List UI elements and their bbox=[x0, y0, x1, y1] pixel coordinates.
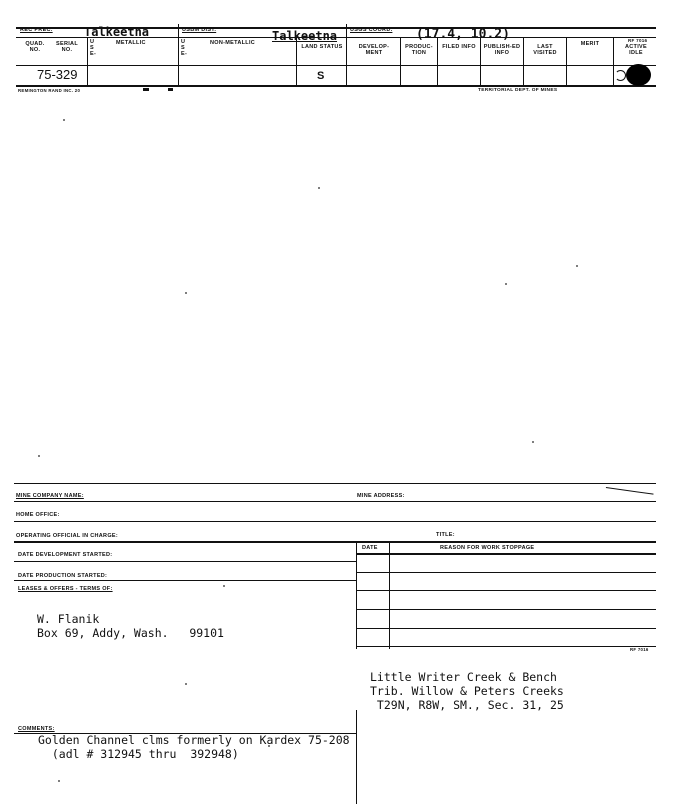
scan-speck bbox=[58, 780, 60, 782]
comments-divider bbox=[356, 710, 357, 804]
form-code: RF 7016 bbox=[628, 38, 648, 43]
home-office-label: HOME OFFICE: bbox=[16, 512, 60, 518]
scan-speck bbox=[505, 283, 507, 285]
printer-mark bbox=[168, 88, 173, 91]
header-vline bbox=[400, 37, 401, 85]
stoppage-table-rule bbox=[356, 609, 656, 610]
scan-speck bbox=[576, 265, 578, 267]
reason-column-header: REASON FOR WORK STOPPAGE bbox=[440, 545, 535, 551]
rec-prec-label: REC PREC. bbox=[20, 27, 53, 33]
active-idle-label: ACTIVE IDLE bbox=[625, 44, 647, 56]
active-filled-dot-mark bbox=[626, 64, 651, 86]
lower-rule bbox=[14, 521, 656, 522]
lower-rule bbox=[14, 501, 656, 502]
usbm-dist-label: USBM DIST. bbox=[182, 27, 217, 33]
usgs-coord-label: USGS COORD. bbox=[350, 27, 393, 33]
metallic-label: METALLIC bbox=[116, 40, 146, 46]
header-vline bbox=[437, 37, 438, 85]
owner-address: Box 69, Addy, Wash. 99101 bbox=[37, 626, 224, 640]
rec-prec-value: Talkeetna bbox=[84, 25, 150, 39]
stoppage-table-rule bbox=[356, 646, 656, 647]
header-vline bbox=[566, 37, 567, 85]
last-visited-label: LAST VISITED bbox=[533, 44, 557, 56]
mine-address-label: MINE ADDRESS: bbox=[357, 493, 405, 499]
lower-rule bbox=[14, 561, 356, 562]
date-production-label: DATE PRODUCTION STARTED: bbox=[18, 573, 108, 579]
land-status-value: S bbox=[317, 70, 325, 82]
header-bottom-rule bbox=[16, 85, 656, 87]
printer-mark bbox=[143, 88, 149, 91]
quad-serial-value: 75-329 bbox=[37, 67, 78, 82]
stoppage-table-rule bbox=[356, 590, 656, 591]
header-vline bbox=[296, 37, 297, 85]
filed-info-label: FILED INFO bbox=[442, 44, 476, 50]
scan-speck bbox=[318, 187, 320, 189]
serial-label: SERIAL NO. bbox=[56, 41, 78, 53]
mine-company-label: MINE COMPANY NAME: bbox=[16, 493, 84, 499]
header-vline bbox=[523, 37, 524, 85]
stoppage-table-rule bbox=[356, 572, 656, 573]
lower-top-rule bbox=[14, 483, 656, 484]
scan-speck bbox=[223, 585, 225, 587]
usbm-dist-value: Talkeetna bbox=[272, 29, 338, 43]
scan-speck bbox=[38, 455, 40, 457]
merit-label: MERIT bbox=[580, 41, 600, 47]
stoppage-table-vline bbox=[356, 541, 357, 649]
published-info-label: PUBLISH-ED INFO bbox=[483, 44, 521, 56]
form-code-small: RF 7016 bbox=[630, 647, 649, 652]
date-column-header: DATE bbox=[362, 545, 378, 551]
header-row-rule bbox=[16, 65, 656, 66]
location-text: Little Writer Creek & Bench Trib. Willow & Peters Creeks T29N, R8W, SM., Sec. 31, 25 bbox=[370, 670, 564, 712]
header-vline bbox=[87, 37, 88, 85]
scan-speck bbox=[185, 683, 187, 685]
lower-rule bbox=[14, 580, 356, 581]
header-vline bbox=[178, 24, 179, 85]
quad-label: QUAD. NO. bbox=[25, 41, 45, 53]
header-vline bbox=[480, 37, 481, 85]
operating-official-label: OPERATING OFFICIAL IN CHARGE: bbox=[16, 533, 118, 539]
scan-speck bbox=[63, 119, 65, 121]
develop-label: DEVELOP-MENT bbox=[358, 44, 390, 56]
production-label: PRODUC-TION bbox=[405, 44, 433, 56]
land-status-label: LAND STATUS bbox=[301, 44, 343, 50]
territorial-dept-label: TERRITORIAL DEPT. OF MINES bbox=[478, 88, 558, 93]
title-label: TITLE: bbox=[436, 532, 455, 538]
lower-rule bbox=[14, 541, 656, 543]
stoppage-table-vline bbox=[389, 541, 390, 649]
stoppage-table-rule bbox=[356, 628, 656, 629]
comments-label: COMMENTS: bbox=[18, 726, 55, 732]
stoppage-table-rule bbox=[356, 553, 656, 555]
leases-label: LEASES & OFFERS - TERMS OF: bbox=[18, 586, 113, 592]
metallic-use-codes: U S E- bbox=[90, 39, 97, 57]
nonmetallic-use-codes: U S E- bbox=[181, 39, 188, 57]
header-vline bbox=[613, 37, 614, 85]
date-development-label: DATE DEVELOPMENT STARTED: bbox=[18, 552, 113, 558]
scan-speck bbox=[185, 292, 187, 294]
printer-line: REMINGTON RAND INC. 20 bbox=[18, 88, 81, 93]
nonmetallic-label: NON-METALLIC bbox=[210, 40, 256, 46]
scan-speck bbox=[532, 441, 534, 443]
header-vline bbox=[346, 24, 347, 85]
idle-half-circle-mark bbox=[615, 70, 626, 81]
comments-text: Golden Channel clms formerly on Kardex 75-208 (adl # 312945 thru 392948) bbox=[38, 733, 350, 761]
usgs-coord-value: (17.4, 10.2) bbox=[416, 27, 510, 42]
owner-name: W. Flanik bbox=[37, 612, 100, 626]
